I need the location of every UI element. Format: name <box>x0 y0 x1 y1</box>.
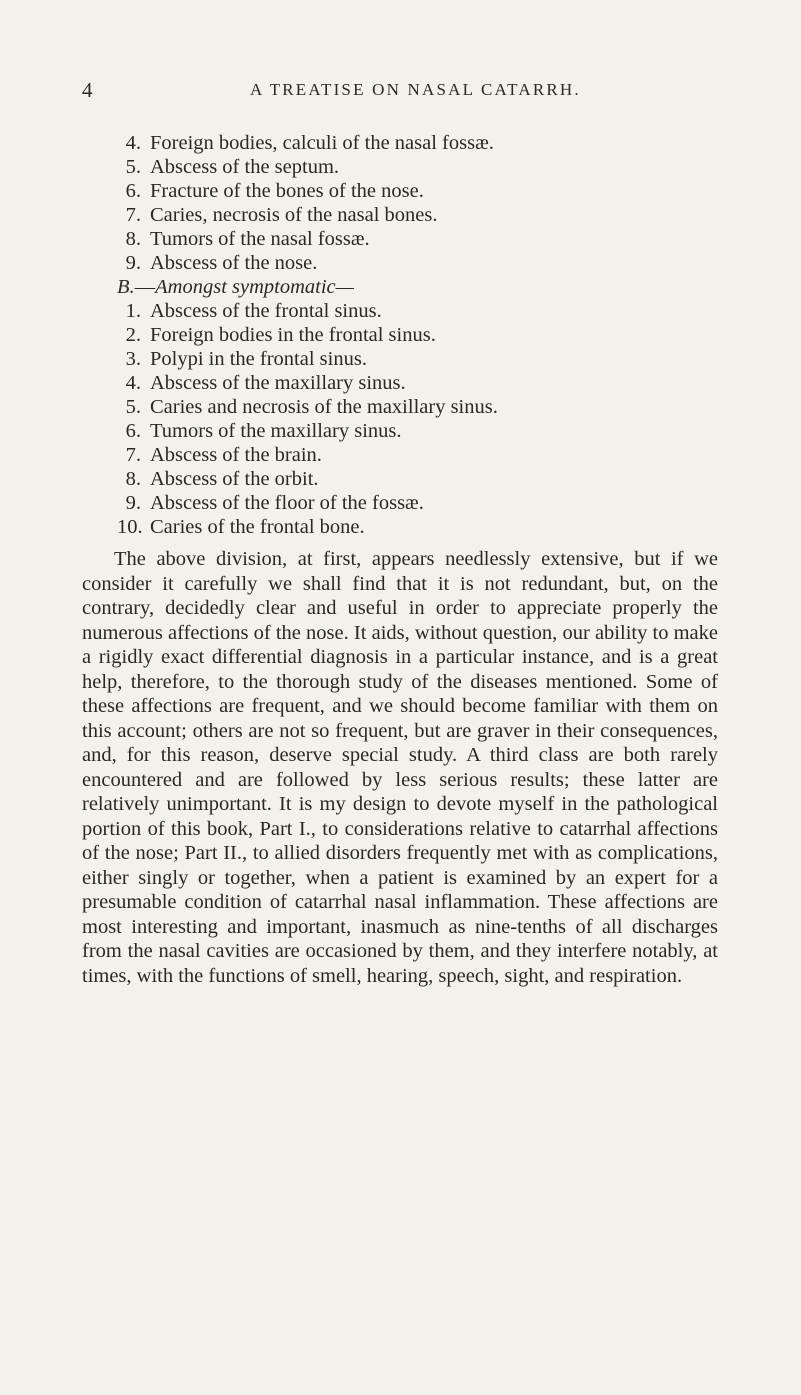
list-item <box>117 347 367 372</box>
subheading-letter: B. <box>117 276 135 298</box>
list-item <box>117 371 406 396</box>
page-header <box>82 78 642 106</box>
list-item-text: Abscess of the nose. <box>150 252 318 274</box>
subheading-dash: — <box>134 276 156 298</box>
list-item-number: 6. <box>125 420 141 442</box>
list-item-number: 8. <box>125 468 141 490</box>
running-title: A TREATISE ON NASAL CATARRH. <box>250 80 581 99</box>
list-item-text: Abscess of the maxillary sinus. <box>150 372 406 394</box>
list-item-number: 7. <box>125 204 141 226</box>
list-item-number: 4. <box>125 132 141 154</box>
list-item-text: Abscess of the septum. <box>150 156 340 178</box>
list-item-text: Foreign bodies in the frontal sinus. <box>150 324 436 346</box>
list-item-number: 4. <box>125 372 141 394</box>
list-item-number: 5. <box>125 396 141 418</box>
list-item <box>117 155 339 180</box>
list-item-text: Abscess of the brain. <box>150 444 322 466</box>
list-item-number: 10. <box>117 516 143 538</box>
body-paragraph: The above division, at first, appears needlessly extensive, but if we consider it carefully we shall find that it is not redundant, but, on the contrary, decidedly clear and useful in order to appreciate properly the numerous affections of the nose. It aids, without question, our ability to make a rigidly exact differential diagnosis in a particular instance, and is a great help, therefore, to the thorough study of the diseases mentioned. Some of these affections are frequent, and we should become familiar with them on this account; others are not so frequent, but are graver in their consequences, and, for this reason, deserve special study. A third class are both rarely encountered and are followed by less serious results; these latter are relatively unimportant. It is my design to devote myself in the pathological portion of this book, Part I., to considerations relative to catarrhal affections of the nose; Part II., to allied disorders frequently met with as complications, either singly or together, when a patient is examined by an expert for a presumable condition of catarrhal nasal inflammation. These affections are most interesting and important, inasmuch as nine-tenths of all discharges from the nasal cavities are occasioned by them, and they interfere notably, at times, with the functions of smell, hearing, speech, sight, and respiration. <box>82 548 718 987</box>
list-item <box>117 251 317 276</box>
list-item <box>117 467 319 492</box>
list-item-text: Abscess of the frontal sinus. <box>150 300 382 322</box>
list-item-number: 2. <box>125 324 141 346</box>
list-item-text: Tumors of the nasal fossæ. <box>150 228 370 250</box>
list-item-number: 1. <box>125 300 141 322</box>
list-item <box>117 179 424 204</box>
list-item <box>117 227 370 252</box>
list-item-text: Caries of the frontal bone. <box>150 516 365 538</box>
list-item <box>117 443 322 468</box>
list-item-number: 3. <box>125 348 141 370</box>
list-item <box>117 203 438 228</box>
list-item-text: Abscess of the orbit. <box>150 468 319 490</box>
list-item-number: 9. <box>125 492 141 514</box>
page-number: 4 <box>82 78 93 102</box>
section-subheading <box>117 275 354 300</box>
list-item-text: Polypi in the frontal sinus. <box>150 348 367 370</box>
list-item-text: Caries and necrosis of the maxillary sinus. <box>150 396 498 418</box>
list-item <box>117 395 498 420</box>
list-item-text: Foreign bodies, calculi of the nasal fossæ. <box>150 132 494 154</box>
list-item <box>117 491 424 516</box>
list-item <box>117 131 494 156</box>
list-item-text: Abscess of the floor of the fossæ. <box>150 492 424 514</box>
subheading-text: Amongst symptomatic— <box>155 276 354 298</box>
list-item-number: 8. <box>125 228 141 250</box>
list-item-number: 6. <box>125 180 141 202</box>
list-item-number: 9. <box>125 252 141 274</box>
list-item-text: Fracture of the bones of the nose. <box>150 180 424 202</box>
list-item <box>117 323 436 348</box>
list-item <box>117 419 402 444</box>
list-item <box>117 515 365 540</box>
list-item-text: Tumors of the maxillary sinus. <box>150 420 402 442</box>
list-item <box>117 299 382 324</box>
list-item-number: 5. <box>125 156 141 178</box>
list-item-text: Caries, necrosis of the nasal bones. <box>150 204 438 226</box>
list-item-number: 7. <box>125 444 141 466</box>
